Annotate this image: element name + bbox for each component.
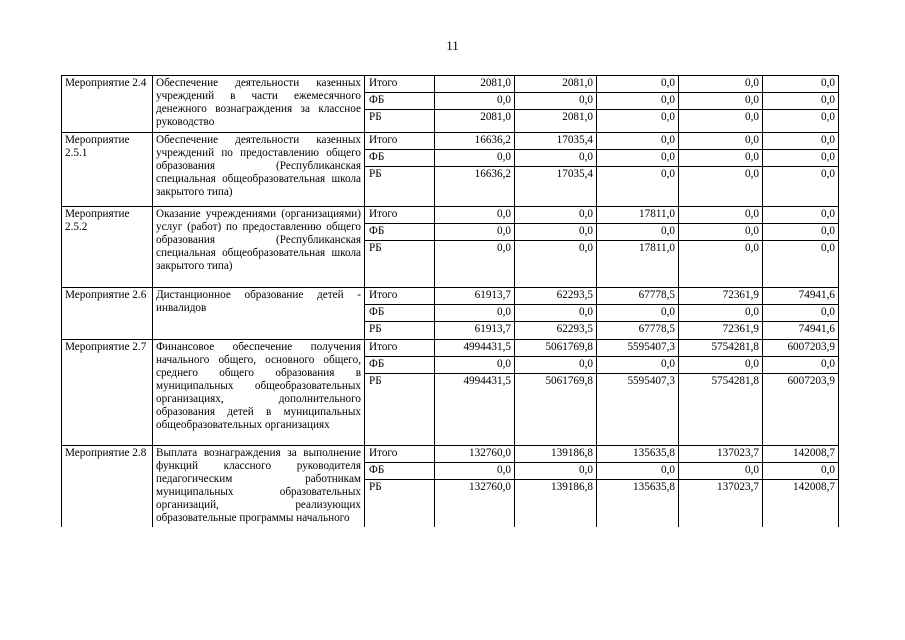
- value-cell: 0,0: [515, 150, 597, 167]
- value-cell: 4994431,5: [435, 374, 515, 446]
- source-label-cell: РБ: [365, 167, 435, 207]
- value-cell: 0,0: [763, 224, 839, 241]
- table-row: [62, 133, 839, 150]
- value-cell: 5595407,3: [597, 374, 679, 446]
- value-cell: 6007203,9: [763, 374, 839, 446]
- source-label-cell: ФБ: [365, 463, 435, 480]
- value-cell: 0,0: [435, 241, 515, 288]
- value-cell: 0,0: [679, 357, 763, 374]
- value-cell: 0,0: [679, 305, 763, 322]
- value-cell: 2081,0: [515, 110, 597, 133]
- source-label-cell: Итого: [365, 446, 435, 463]
- value-cell: 0,0: [597, 93, 679, 110]
- value-cell: 0,0: [679, 133, 763, 150]
- value-cell: 0,0: [679, 110, 763, 133]
- source-label-cell: ФБ: [365, 357, 435, 374]
- value-cell: 0,0: [597, 167, 679, 207]
- table-row: [62, 207, 839, 224]
- value-cell: 0,0: [435, 150, 515, 167]
- value-cell: 0,0: [679, 241, 763, 288]
- table-row: [62, 340, 839, 357]
- source-label-cell: ФБ: [365, 150, 435, 167]
- value-cell: 0,0: [763, 110, 839, 133]
- description-cell: Оказание учреждениями (организациями) услуг (работ) по предоставлению общего образования (Республиканская специальная общеобразовательная школа закрытого типа): [153, 207, 365, 288]
- value-cell: 74941,6: [763, 322, 839, 340]
- event-cell: Мероприятие 2.7: [62, 340, 153, 446]
- value-cell: 0,0: [435, 305, 515, 322]
- value-cell: 0,0: [679, 150, 763, 167]
- event-cell: Мероприятие 2.5.1: [62, 133, 153, 207]
- value-cell: 0,0: [679, 93, 763, 110]
- table-row: [62, 288, 839, 305]
- value-cell: 67778,5: [597, 288, 679, 305]
- description-cell: Финансовое обеспечение получения начального общего, основного общего, среднего общего образования в муниципальных общеобразовательных организациях, дополнительного образования детей в муниципальных общеобразовательных организациях: [153, 340, 365, 446]
- page-number: 11: [446, 38, 459, 53]
- value-cell: 72361,9: [679, 322, 763, 340]
- value-cell: 5754281,8: [679, 374, 763, 446]
- value-cell: 4994431,5: [435, 340, 515, 357]
- value-cell: 0,0: [763, 463, 839, 480]
- budget-table: [61, 75, 839, 527]
- value-cell: 0,0: [763, 305, 839, 322]
- source-label-cell: Итого: [365, 340, 435, 357]
- value-cell: 0,0: [515, 241, 597, 288]
- value-cell: 0,0: [679, 167, 763, 207]
- value-cell: 0,0: [597, 357, 679, 374]
- source-label-cell: Итого: [365, 133, 435, 150]
- value-cell: 0,0: [763, 150, 839, 167]
- value-cell: 139186,8: [515, 446, 597, 463]
- value-cell: 0,0: [597, 76, 679, 93]
- table-row: [62, 76, 839, 93]
- value-cell: 142008,7: [763, 446, 839, 463]
- value-cell: 0,0: [763, 241, 839, 288]
- event-cell: Мероприятие 2.5.2: [62, 207, 153, 288]
- value-cell: 0,0: [515, 305, 597, 322]
- event-cell: Мероприятие 2.6: [62, 288, 153, 340]
- value-cell: 2081,0: [515, 76, 597, 93]
- value-cell: 16636,2: [435, 133, 515, 150]
- description-cell: Выплата вознаграждения за выполнение функций классного руководителя педагогическим работникам муниципальных образовательных организаций, реализующих образовательные программы начального: [153, 446, 365, 527]
- value-cell: 0,0: [435, 463, 515, 480]
- value-cell: 0,0: [597, 463, 679, 480]
- value-cell: 0,0: [435, 93, 515, 110]
- value-cell: 0,0: [515, 207, 597, 224]
- value-cell: 0,0: [435, 224, 515, 241]
- description-cell: Дистанционное образование детей - инвалидов: [153, 288, 365, 340]
- source-label-cell: ФБ: [365, 93, 435, 110]
- value-cell: 72361,9: [679, 288, 763, 305]
- source-label-cell: ФБ: [365, 224, 435, 241]
- value-cell: 0,0: [763, 357, 839, 374]
- value-cell: 0,0: [597, 150, 679, 167]
- value-cell: 61913,7: [435, 322, 515, 340]
- value-cell: 0,0: [597, 224, 679, 241]
- value-cell: 17811,0: [597, 241, 679, 288]
- value-cell: 2081,0: [435, 110, 515, 133]
- value-cell: 16636,2: [435, 167, 515, 207]
- value-cell: 135635,8: [597, 480, 679, 527]
- value-cell: 137023,7: [679, 446, 763, 463]
- value-cell: 142008,7: [763, 480, 839, 527]
- value-cell: 17035,4: [515, 133, 597, 150]
- value-cell: 0,0: [597, 110, 679, 133]
- event-cell: Мероприятие 2.8: [62, 446, 153, 527]
- description-cell: Обеспечение деятельности казенных учреждений по предоставлению общего образования (Республиканская специальная общеобразовательная школа закрытого типа): [153, 133, 365, 207]
- source-label-cell: Итого: [365, 76, 435, 93]
- value-cell: 2081,0: [435, 76, 515, 93]
- source-label-cell: РБ: [365, 374, 435, 446]
- value-cell: 0,0: [679, 207, 763, 224]
- value-cell: 5061769,8: [515, 374, 597, 446]
- value-cell: 0,0: [763, 133, 839, 150]
- value-cell: 62293,5: [515, 322, 597, 340]
- value-cell: 132760,0: [435, 480, 515, 527]
- source-label-cell: Итого: [365, 288, 435, 305]
- source-label-cell: ФБ: [365, 305, 435, 322]
- value-cell: 0,0: [763, 207, 839, 224]
- value-cell: 5595407,3: [597, 340, 679, 357]
- event-cell: Мероприятие 2.4: [62, 76, 153, 133]
- value-cell: 0,0: [515, 93, 597, 110]
- value-cell: 0,0: [435, 207, 515, 224]
- value-cell: 0,0: [763, 76, 839, 93]
- value-cell: 5754281,8: [679, 340, 763, 357]
- value-cell: 0,0: [515, 463, 597, 480]
- source-label-cell: РБ: [365, 110, 435, 133]
- value-cell: 132760,0: [435, 446, 515, 463]
- value-cell: 0,0: [763, 167, 839, 207]
- source-label-cell: РБ: [365, 480, 435, 527]
- source-label-cell: Итого: [365, 207, 435, 224]
- value-cell: 0,0: [515, 224, 597, 241]
- source-label-cell: РБ: [365, 322, 435, 340]
- value-cell: 62293,5: [515, 288, 597, 305]
- value-cell: 0,0: [679, 76, 763, 93]
- value-cell: 74941,6: [763, 288, 839, 305]
- value-cell: 137023,7: [679, 480, 763, 527]
- value-cell: 0,0: [679, 463, 763, 480]
- value-cell: 0,0: [597, 305, 679, 322]
- value-cell: 0,0: [515, 357, 597, 374]
- value-cell: 61913,7: [435, 288, 515, 305]
- value-cell: 17035,4: [515, 167, 597, 207]
- value-cell: 139186,8: [515, 480, 597, 527]
- table-row: [62, 446, 839, 463]
- value-cell: 135635,8: [597, 446, 679, 463]
- value-cell: 5061769,8: [515, 340, 597, 357]
- value-cell: 67778,5: [597, 322, 679, 340]
- value-cell: 0,0: [435, 357, 515, 374]
- value-cell: 0,0: [679, 224, 763, 241]
- value-cell: 6007203,9: [763, 340, 839, 357]
- value-cell: 0,0: [763, 93, 839, 110]
- description-cell: Обеспечение деятельности казенных учреждений в части ежемесячного денежного вознаграждения за классное руководство: [153, 76, 365, 133]
- value-cell: 0,0: [597, 133, 679, 150]
- value-cell: 17811,0: [597, 207, 679, 224]
- source-label-cell: РБ: [365, 241, 435, 288]
